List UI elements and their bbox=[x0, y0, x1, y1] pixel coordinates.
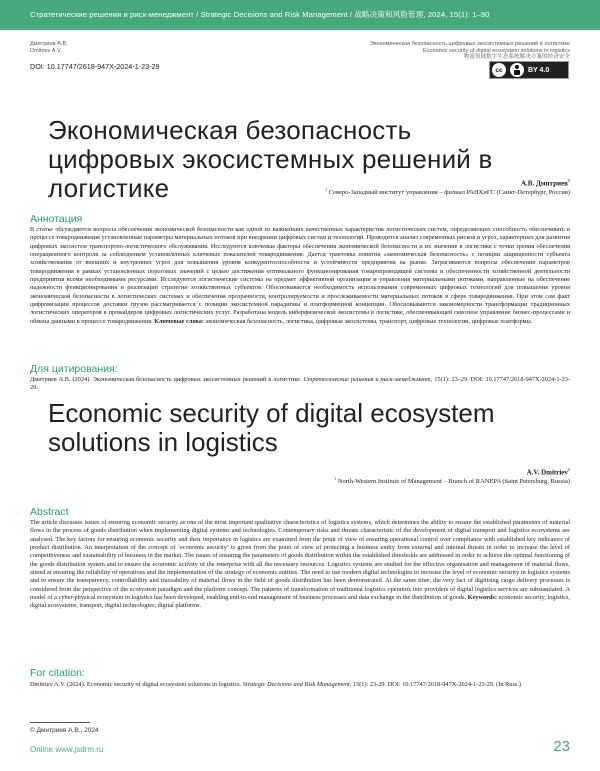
citation-doi-en: , 15(1): 23-29. DOI: 10.17747/2618-947X-2024-1-23-29. (In Russ.) bbox=[349, 681, 521, 688]
author-en bbox=[527, 467, 570, 476]
author-sup-en: 1 bbox=[567, 467, 570, 472]
running-head-title-en: Economic security of digital ecosystem solutions in logistics bbox=[422, 47, 570, 54]
affiliation-text-ru: Северо-Западный институт управления – филиал РАНХиГС (Санкт-Петербург, Россия) bbox=[328, 189, 570, 197]
journal-header-bar bbox=[0, 0, 600, 30]
running-head-author-ru: Дмитриев А.В. bbox=[30, 41, 68, 47]
citation-heading-en: For citation: bbox=[30, 667, 85, 679]
author-name-en: A.V. Dmitriev bbox=[526, 468, 568, 477]
keywords-ru: экономическая безопасность, логистика, цифровые экосистемы, транспорт, цифровые технологии, цифровые платформы. bbox=[205, 317, 533, 325]
author-name-ru: А.В. Дмитриев bbox=[520, 179, 568, 188]
running-head-title-ru: Экономическая безопасность цифровых экосистемных решений в логистике bbox=[369, 41, 570, 47]
article-title-en: Economic security of digital ecosystem solutions in logistics bbox=[48, 398, 495, 457]
affiliation-ru bbox=[325, 188, 570, 196]
license-label: BY 4.0 bbox=[528, 66, 550, 74]
running-head-title-zh: 物流领域数字生态系统解决方案的经济安全 bbox=[463, 54, 570, 61]
citation-heading-ru: Для цитирования: bbox=[30, 363, 118, 375]
citation-doi-ru: , 15(1): 23–29. DOI: 10.17747/2618-947X-2024-1-23-29. bbox=[30, 376, 570, 392]
abstract-ru bbox=[30, 226, 570, 326]
author-sup-ru: 1 bbox=[567, 178, 570, 183]
journal-website-link[interactable]: Online www.jsdrm.ru bbox=[30, 745, 104, 754]
citation-en bbox=[30, 681, 570, 689]
affil-sup-ru: 1 bbox=[325, 188, 328, 192]
citation-ru bbox=[30, 376, 570, 393]
citation-text-en: Dmitriev A.V. (2024). Economic security of digital ecosystem solutions in logistics. bbox=[30, 681, 243, 688]
citation-journal-ru: Стратегические решения и риск-менеджмент bbox=[303, 376, 431, 383]
page-number: 23 bbox=[553, 738, 570, 755]
running-head-author-en: Dmitriev A.V. bbox=[30, 47, 62, 54]
doi-link[interactable]: DOI: 10.17747/2618-947X-2024-1-23-29 bbox=[30, 62, 160, 71]
copyright-notice: © Дмитриев А.В., 2024 bbox=[30, 727, 99, 734]
abstract-heading-ru: Аннотация bbox=[30, 213, 83, 225]
abstract-en bbox=[30, 519, 570, 611]
attribution-person-icon bbox=[510, 63, 524, 77]
running-head-titles bbox=[370, 41, 570, 61]
journal-header-text: Стратегические решения и риск-менеджмент / Strategic Decisions and Risk Management / 战略决策和风险管理, 2024, 15(1): 1–90 bbox=[30, 10, 490, 19]
author-ru bbox=[521, 178, 570, 187]
keywords-label-ru: Ключевые слова: bbox=[154, 317, 204, 325]
abstract-text-en: The article discusses issues of ensuring economic security as one of the most important qualitative characteristics of logistics systems, which determines the ability to ensure the established parameters of material flows in the process of goods distribution when implementing digital systems and technologies. Contemporary risks and threats characteristic of the development of digital transport and logistics ecosystems are analysed. The key factors for ensuring economic security and their importance in logistics are examined from the point of view of ensuring operational control over compliance with established key indicators of product distribution. An interpretation of the concept of ‘economic security’ is given from the point of view of protecting a business entity from external and internal threats in order to increase the level of competitiveness and sustainability of business in the market. The issues of ensuring the parameters of goods distribution within the established thresholds are addressed in order to achieve the optimal functioning of the goods distribution system and to ensure the economic activity of the enterprise with all the necessary resources. Logistics systems are studied for the effective organisation and management of material flows, aimed at ensuring the reliability of operations and the implementation of the strategy of economic entities. The need to use modern digital technologies to increase the level of economic security in logistics systems and to ensure the transparency, controllability and traceability of material flows in the field of goods distribution has been demonstrated. At the same time, the very fact of digitising cargo delivery processes is considered from the perspective of the ecosystem paradigm and the platform concept. The patterns of transformation of traditional logistics operators into providers of digital logistics services are substantiated. A model of a cyber-physical ecosystem in logistics has been developed, enabling end-to-end management of business processes and data exchange in the distribution of goods. bbox=[30, 519, 570, 602]
footnote-divider bbox=[30, 722, 90, 723]
article-title-ru: Экономическая безопасность цифровых экосистемных решений в логистике bbox=[48, 115, 493, 203]
affiliation-text-en: North-Western Institute of Management – Branch of RANEPA (Saint Petersburg, Russia) bbox=[337, 478, 570, 486]
cc-icon: cc bbox=[492, 63, 506, 77]
cc-license-badge[interactable] bbox=[489, 61, 569, 79]
abstract-text-ru: В статье обсуждаются вопросы обеспечения экономической безопасности как одной из важнейших качественных характеристик логистических систем, определяющих способность обеспечивать в процессе товародвижения установленные параметры материальных потоков при внедрении цифровых систем и технологий. Проводится анализ современных рисков и угроз, характерных для развития цифровых экосистем транспортно-логистического обслуживания. Исследуются ключевые факторы обеспечения экономической безопасности и их значение в логистике с точки зрения обеспечения операционного контроля за соблюдением установленных ключевых показателей товародвижения. Дается трактовка понятия «экономическая безопасность» с позиции защищенности субъекта хозяйствования от внешних и внутренних угроз для повышения уровня конкурентоспособности и устойчивости предприятия на рынке. Затрагиваются вопросы обеспечения параметров товародвижения в рамках установленных пороговых значений с целью достижения оптимального функционирования товаропроводящей системы и обеспеченности хозяйственной деятельности предприятия всеми необходимыми ресурсами. Исследуются логистические системы на предмет эффективной организации и управления материальными потоками, направленные на обеспечение надежности функционирования и реализации стратегии хозяйственных субъектов. Обосновывается необходимость использования современных цифровых технологий для повышения уровня экономической безопасности в логистических системах и обеспечения прозрачности, контролируемости и прослеживаемости материальных потоков в сфере товародвижения. При этом сам факт цифровизации процессов доставки грузов рассматривается с позиции экосистемной парадигмы и платформенной концепции. Обосновываются закономерности трансформации традиционных логистических операторов в провайдеров цифровых логистических услуг. Разработана модель киберфизической экосистемы в логистике, обеспечивающей сквозное управление бизнес-процессами и обмена данными в процессе товародвижения. bbox=[30, 226, 570, 325]
affiliation-en bbox=[334, 477, 570, 485]
keywords-label-en: Keywords: bbox=[467, 594, 498, 602]
running-head-authors bbox=[30, 41, 68, 54]
keywords-en: economic security, logistics, digital ecosystems, transport, digital technologies, digital platforms. bbox=[30, 594, 571, 610]
citation-text-ru: Дмитриев А.В. (2024). Экономическая безопасность цифровых экосистемных решений в логистике. bbox=[30, 376, 304, 383]
abstract-heading-en: Abstract bbox=[30, 506, 69, 518]
affil-sup-en: 1 bbox=[334, 477, 337, 481]
citation-journal-en: Strategic Decisions and Risk Management bbox=[242, 681, 350, 688]
